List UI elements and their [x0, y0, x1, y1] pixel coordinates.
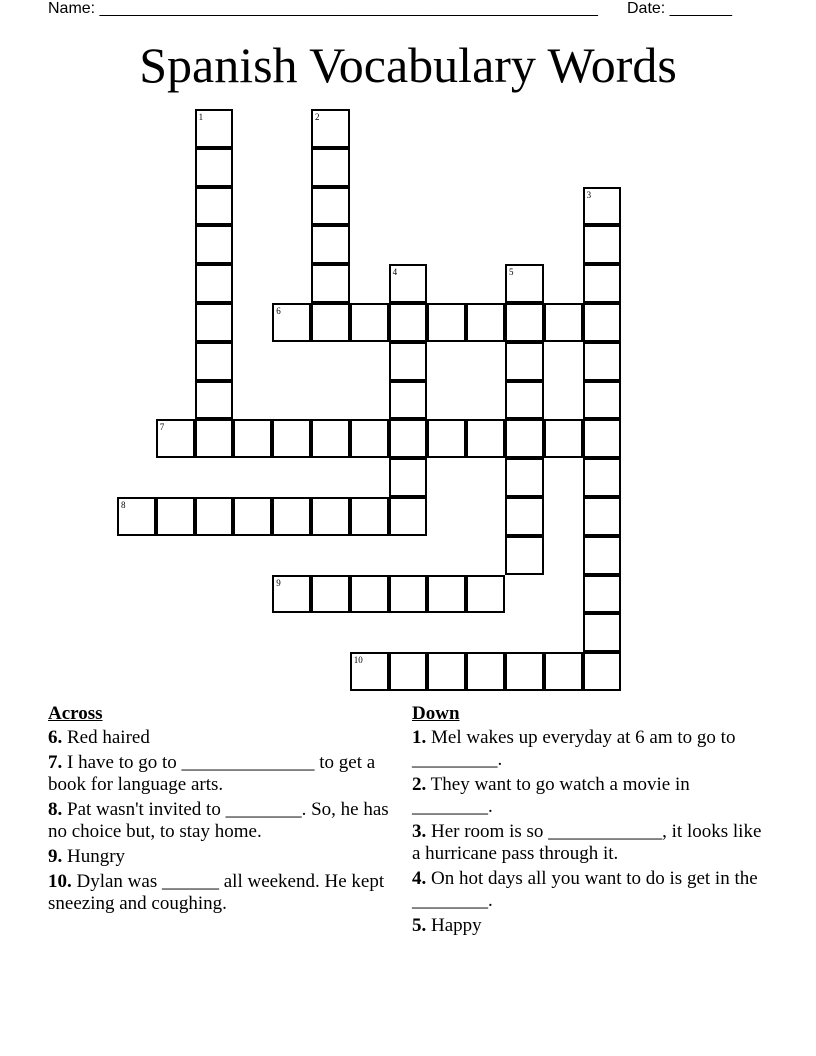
grid-cell[interactable]: [311, 109, 350, 148]
clue-text: Red haired: [62, 727, 150, 748]
clue-number: 5.: [412, 915, 427, 936]
clue-text: On hot days all you want to do is get in the ________.: [412, 868, 758, 911]
grid-cell[interactable]: [195, 264, 234, 303]
clue-number: 4.: [412, 868, 427, 889]
grid-cell[interactable]: [389, 419, 428, 458]
cell-number: 4: [392, 267, 398, 278]
across-clues: [48, 703, 408, 918]
clue-number: 9.: [48, 846, 63, 867]
across-clue: [48, 799, 408, 843]
grid-cell[interactable]: [350, 419, 389, 458]
grid-cell[interactable]: [311, 264, 350, 303]
grid-cell[interactable]: [233, 419, 272, 458]
grid-cell[interactable]: [195, 109, 234, 148]
grid-cell[interactable]: [583, 497, 622, 536]
grid-cell[interactable]: [583, 575, 622, 614]
grid-cell[interactable]: [583, 458, 622, 497]
cell-number: 9: [276, 577, 281, 588]
grid-cell[interactable]: [505, 381, 544, 420]
page-title: Spanish Vocabulary Words: [139, 37, 677, 93]
grid-cell[interactable]: [583, 225, 622, 264]
grid-cell[interactable]: [311, 303, 350, 342]
grid-cell[interactable]: [427, 419, 466, 458]
grid-cell[interactable]: [544, 419, 583, 458]
grid-cell[interactable]: [117, 497, 156, 536]
grid-cell[interactable]: [505, 303, 544, 342]
grid-cell[interactable]: [311, 187, 350, 226]
grid-cell[interactable]: [583, 613, 622, 652]
grid-cell[interactable]: [427, 303, 466, 342]
grid-cell[interactable]: [544, 652, 583, 691]
grid-cell[interactable]: [505, 342, 544, 381]
grid-cell[interactable]: [583, 419, 622, 458]
date-field[interactable]: Date: _______: [627, 0, 732, 17]
down-clue: [412, 868, 762, 912]
grid-cell[interactable]: [544, 303, 583, 342]
clue-number: 2.: [412, 774, 427, 795]
grid-cell[interactable]: [389, 303, 428, 342]
grid-cell[interactable]: [311, 225, 350, 264]
grid-cell[interactable]: [505, 458, 544, 497]
grid-cell[interactable]: [466, 303, 505, 342]
grid-cell[interactable]: [195, 419, 234, 458]
cell-number: 7: [159, 422, 165, 433]
grid-cell[interactable]: [505, 497, 544, 536]
grid-cell[interactable]: [195, 187, 234, 226]
grid-cell[interactable]: [350, 497, 389, 536]
grid-cell[interactable]: [272, 303, 311, 342]
down-clues: [412, 703, 762, 940]
grid-cell[interactable]: [156, 497, 195, 536]
clue-number: 6.: [48, 727, 63, 748]
across-clue: [48, 871, 408, 915]
grid-cell[interactable]: [583, 342, 622, 381]
grid-cell[interactable]: [195, 148, 234, 187]
grid-cell[interactable]: [195, 225, 234, 264]
across-clue: [48, 846, 408, 868]
grid-cell[interactable]: [583, 381, 622, 420]
down-clue: [412, 727, 762, 771]
down-heading: Down: [412, 703, 460, 724]
grid-cell[interactable]: [272, 575, 311, 614]
cell-number: 6: [276, 306, 281, 316]
grid-cell[interactable]: [233, 497, 272, 536]
across-clue: [48, 727, 408, 749]
down-clue: [412, 821, 762, 865]
grid-cell[interactable]: [311, 575, 350, 614]
grid-cell[interactable]: [195, 381, 234, 420]
grid-cell[interactable]: [156, 419, 195, 458]
grid-cell[interactable]: [505, 264, 544, 303]
clue-number: 10.: [48, 871, 72, 892]
grid-cell[interactable]: [389, 458, 428, 497]
clue-number: 3.: [412, 821, 427, 842]
cell-number: 2: [315, 112, 320, 122]
grid-cell[interactable]: [427, 652, 466, 691]
grid-cell[interactable]: [389, 264, 428, 303]
grid-cell[interactable]: [350, 303, 389, 342]
clue-text: Mel wakes up everyday at 6 am to go to _________.: [412, 727, 736, 770]
grid-cell[interactable]: [583, 264, 622, 303]
grid-cell[interactable]: [311, 497, 350, 536]
clue-text: I have to go to ______________ to get a book for language arts.: [48, 752, 376, 795]
clue-text: Dylan was ______ all weekend. He kept sneezing and coughing.: [48, 871, 385, 914]
grid-cell[interactable]: [389, 497, 428, 536]
down-clue: [412, 915, 762, 937]
grid-cell[interactable]: [583, 652, 622, 691]
grid-cell[interactable]: [195, 303, 234, 342]
grid-cell[interactable]: [583, 303, 622, 342]
grid-cell[interactable]: [505, 419, 544, 458]
clue-text: Pat wasn't invited to ________. So, he has no choice but, to stay home.: [48, 799, 389, 842]
cell-number: 8: [121, 500, 126, 510]
grid-cell[interactable]: [350, 575, 389, 614]
grid-cell[interactable]: [350, 652, 389, 691]
clue-text: Her room is so ____________, it looks like a hurricane pass through it.: [412, 821, 762, 864]
clue-number: 7.: [48, 752, 63, 773]
grid-cell[interactable]: [505, 536, 544, 575]
clue-number: 8.: [48, 799, 63, 820]
clue-text: Hungry: [62, 846, 126, 867]
grid-cell[interactable]: [389, 575, 428, 614]
across-heading: Across: [48, 703, 103, 724]
grid-cell[interactable]: [505, 652, 544, 691]
grid-cell[interactable]: [583, 187, 622, 226]
grid-cell[interactable]: [389, 342, 428, 381]
cell-number: 10: [353, 655, 363, 666]
grid-cell[interactable]: [466, 419, 505, 458]
cell-number: 1: [198, 112, 204, 122]
grid-cell[interactable]: [311, 148, 350, 187]
grid-cell[interactable]: [389, 652, 428, 691]
name-field[interactable]: Name: ________________________________________________________: [48, 0, 598, 17]
grid-cell[interactable]: [466, 575, 505, 614]
grid-cell[interactable]: [195, 342, 234, 381]
grid-cell[interactable]: [272, 419, 311, 458]
grid-cell[interactable]: [583, 536, 622, 575]
grid-cell[interactable]: [272, 497, 311, 536]
grid-cell[interactable]: [195, 497, 234, 536]
across-clue: [48, 752, 408, 796]
down-clue: [412, 774, 762, 818]
grid-cell[interactable]: [389, 381, 428, 420]
grid-cell[interactable]: [466, 652, 505, 691]
clue-text: Happy: [426, 915, 482, 936]
grid-cell[interactable]: [311, 419, 350, 458]
clue-text: They want to go watch a movie in ________.: [412, 774, 690, 817]
cell-number: 3: [586, 189, 592, 200]
clue-number: 1.: [412, 727, 427, 748]
cell-number: 5: [509, 267, 514, 278]
grid-cell[interactable]: [427, 575, 466, 614]
